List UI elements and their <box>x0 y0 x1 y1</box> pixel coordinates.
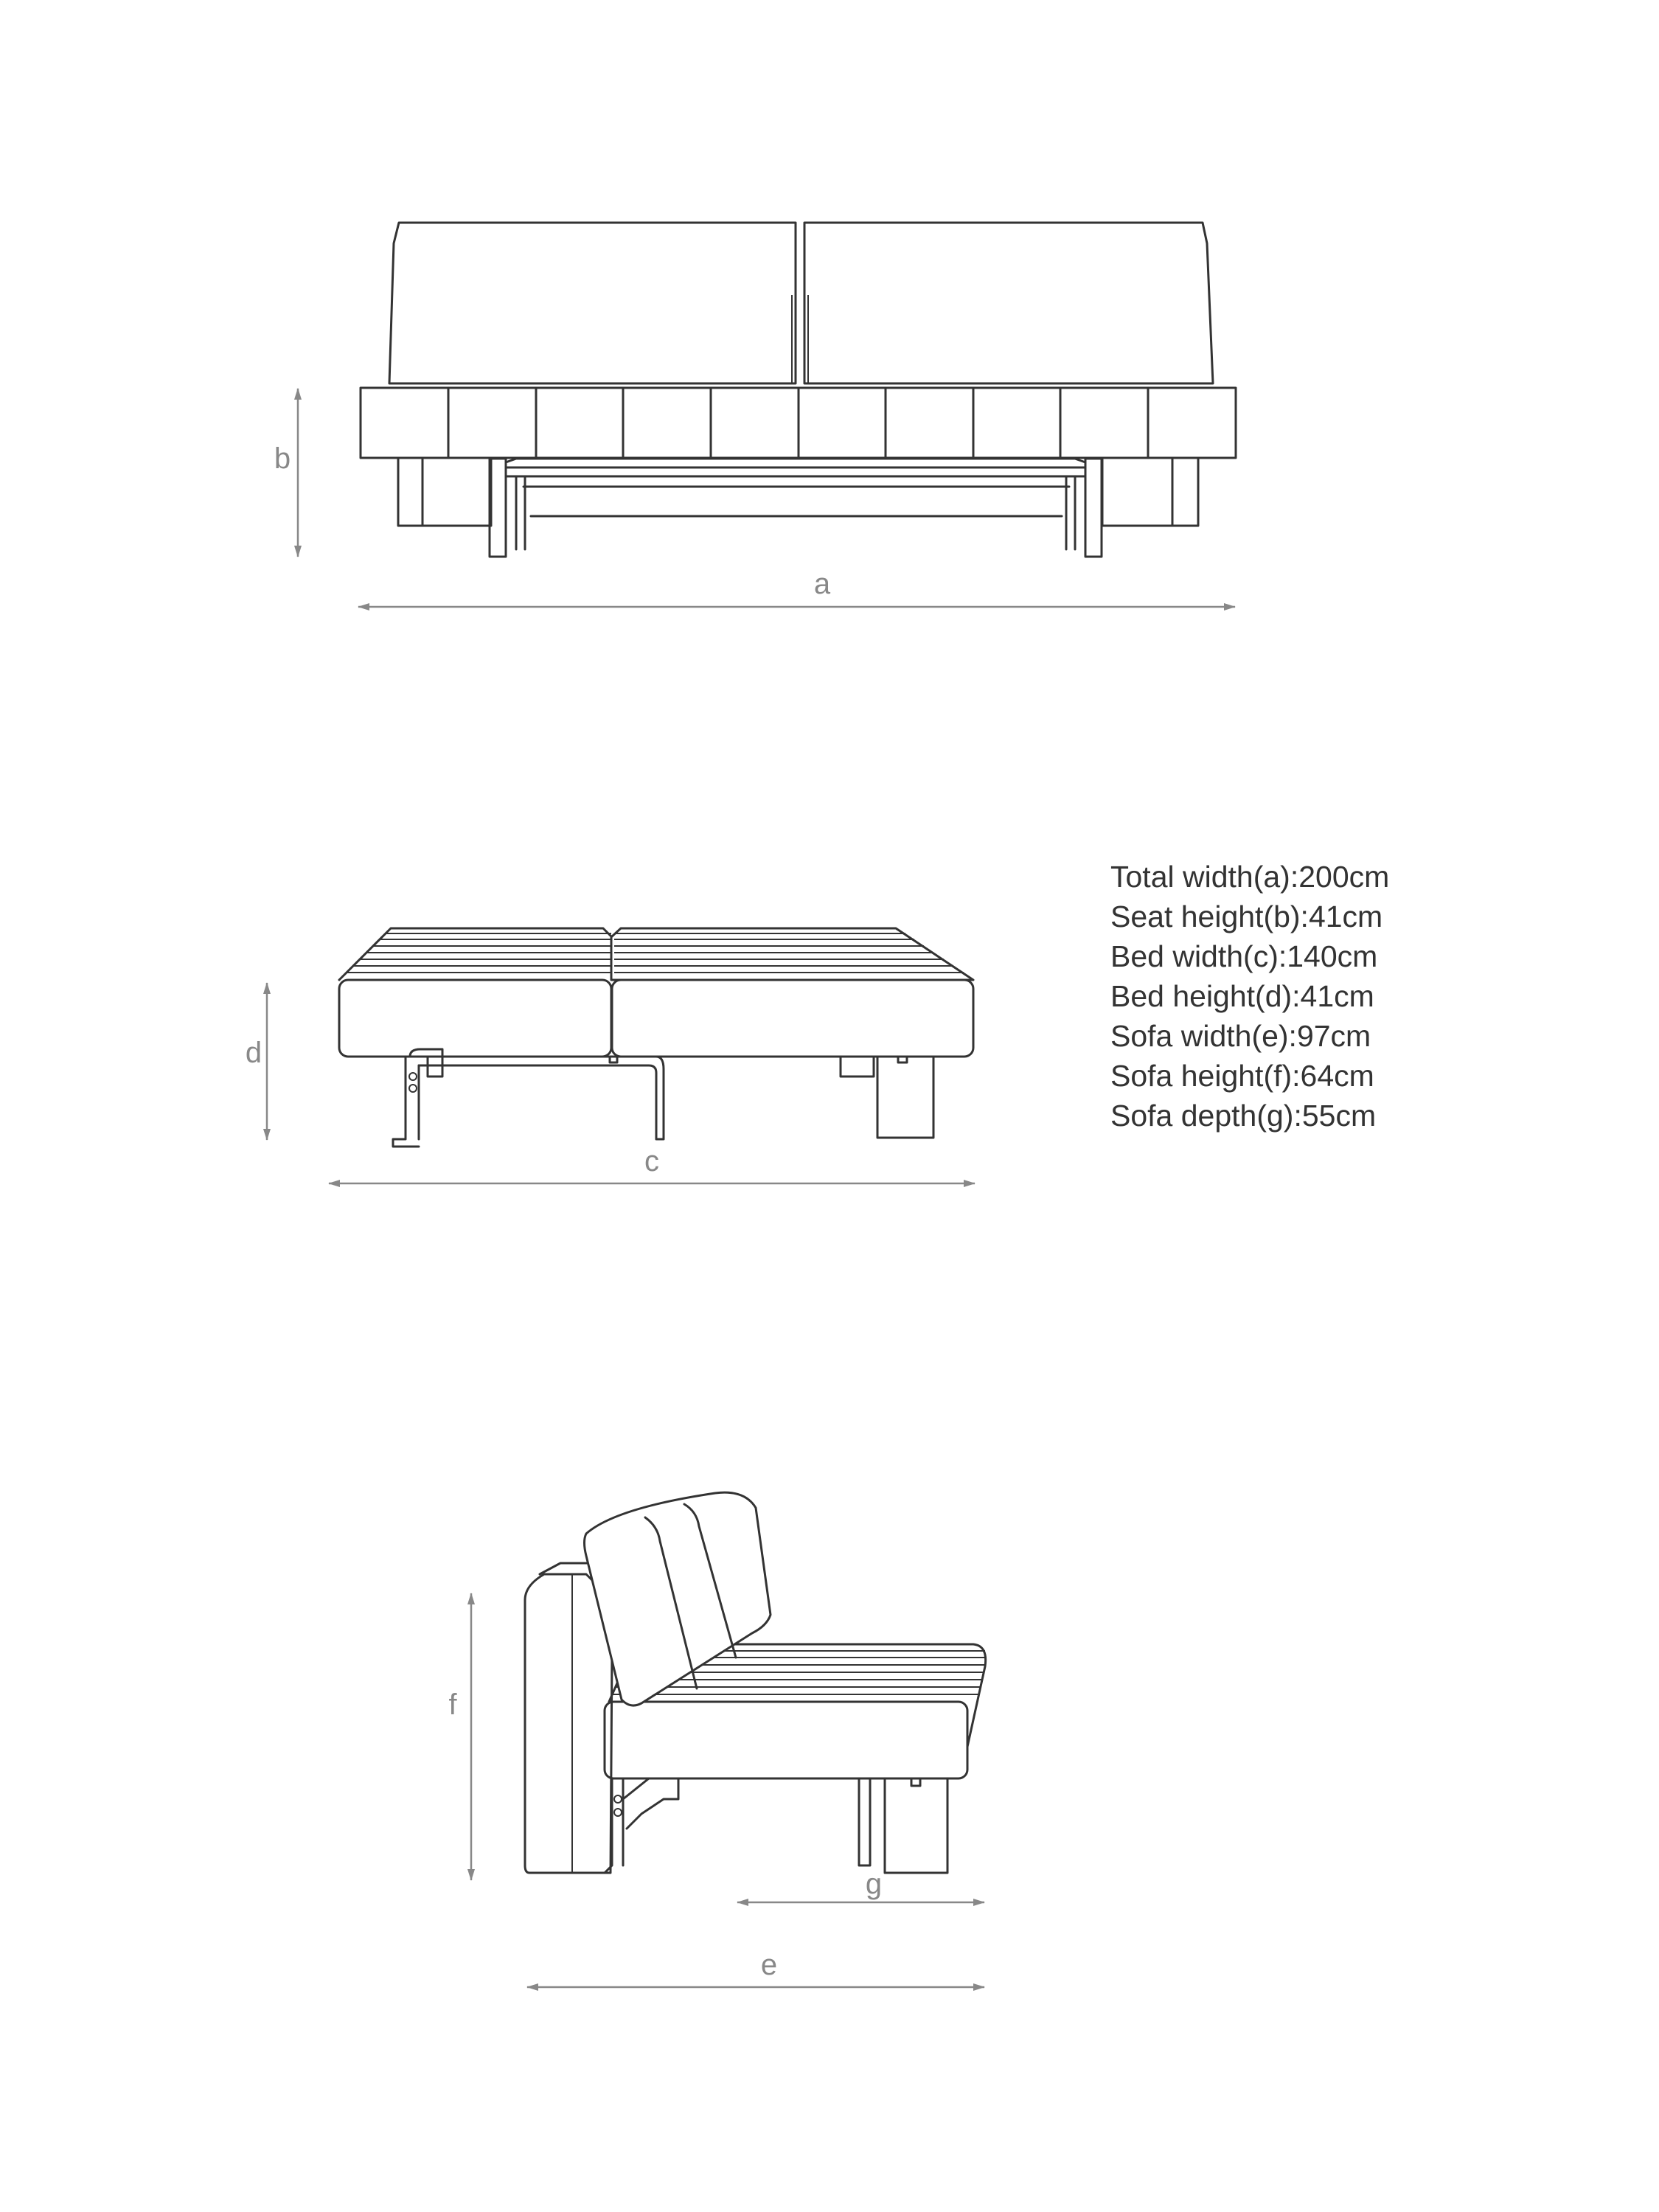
spec-sofa-width: Sofa width(e):97cm <box>1110 1019 1371 1053</box>
spec-seat-height: Seat height(b):41cm <box>1110 900 1383 933</box>
dimension-b-label: b <box>274 442 291 475</box>
side-view-sofa <box>448 1492 985 1987</box>
bed-right-cushion <box>612 928 973 1057</box>
dimension-e-label: e <box>760 1949 778 1981</box>
base-left <box>398 458 491 526</box>
backrest-right <box>804 223 1213 383</box>
base-right <box>1102 458 1198 526</box>
bed-legs <box>393 1049 933 1147</box>
side-legs <box>605 1778 947 1873</box>
spec-sofa-depth: Sofa depth(g):55cm <box>1110 1099 1377 1133</box>
dimension-c-label: c <box>644 1145 659 1178</box>
bed-view <box>246 928 975 1183</box>
bed-left-cushion <box>339 928 611 1057</box>
frame-mechanism <box>490 459 1102 557</box>
specifications-list <box>1110 857 1389 1135</box>
front-view-sofa <box>274 223 1236 607</box>
spec-sofa-height: Sofa height(f):64cm <box>1110 1059 1374 1093</box>
dimension-g-label: g <box>865 1868 883 1900</box>
dimension-f-label: f <box>448 1688 457 1721</box>
dimension-d-label: d <box>245 1037 262 1069</box>
spec-total-width: Total width(a):200cm <box>1110 860 1390 894</box>
spec-bed-height: Bed height(d):41cm <box>1110 979 1374 1013</box>
seat-dividers <box>448 388 1148 458</box>
dimension-a-label: a <box>813 568 831 600</box>
backrest-left <box>389 223 796 383</box>
spec-bed-width: Bed width(c):140cm <box>1110 939 1378 973</box>
